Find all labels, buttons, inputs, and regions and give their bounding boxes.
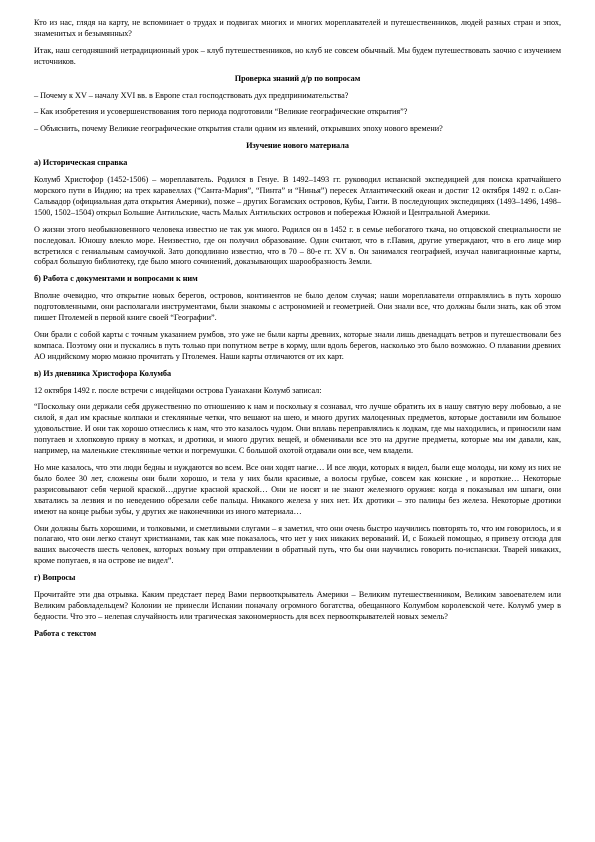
subsection-heading: Работа с текстом <box>34 628 97 638</box>
body-paragraph: Колумб Христофор (1452-1506) – мореплаватель. Родился в Генуе. В 1492–1493 гг. руководил испанской экспедицией для поиска кратчайшего морского пути в Индию; на трех каравеллах (“Санта-Мария”, “Пинта” и “Нинья”) пересек Атлантический океан и достиг 12 октября 1492 г. о.Сан-Сальвадор (официальная дата открытия Америки), позже – других Богамских островов, Кубы, Гаити. В последующих экспедициях (1493–1496, 1498–1500, 1502–1504) открыл Большие Антильские, часть Малых Антильских островов и побережья Южной и Центральной Америки. <box>34 175 561 217</box>
section-heading: Проверка знаний д/р по вопросам <box>234 73 361 83</box>
body-paragraph: 12 октября 1492 г. после встречи с индейцами острова Гуанахани Колумб записал: <box>34 385 322 395</box>
intro-paragraph: Итак, наш сегодняшний нетрадиционный урок – клуб путешественников, но клуб не совсем обычный. Мы будем путешествовать заочно с изучением источников. <box>34 45 561 66</box>
subsection-heading: г) Вопросы <box>34 573 76 583</box>
body-paragraph: Они брали с собой карты с точным указанием румбов, это уже не были карты древних, которые знали лишь двенадцать ветров и путешествовали без компаса. Поэтому они и пускались в путь только при попутном ветре в корму, шли вдоль берегов, насколько это было возможно. О плавании древних АО индийскому морю можно прочитать у Птолемея. Наши карты отличаются от их карт. <box>34 329 561 361</box>
question-item: – Как изобретения и усовершенствования того периода подготовили “Великие географические открытия”? <box>34 107 408 117</box>
body-paragraph: Прочитайте эти два отрывка. Каким предстает перед Вами первооткрыватель Америки – Великим путешественником, Великим завоевателем или Великим рабовладельцем? Колонии не принесли Испании поначалу огромного богатства, обещанного Колумбом королевской чете. Колумб умер в бедности. Что это – нелепая случайность или трагическая закономерность для всех первооткрывателей новых земель? <box>34 590 561 621</box>
subsection-heading: а) Историческая справка <box>34 158 128 168</box>
subsection-heading: б) Работа с документами и вопросами к ним <box>34 274 198 284</box>
question-item: – Почему к XV – началу XVI вв. в Европе стал господствовать дух предпринимательства? <box>34 90 349 100</box>
section-heading: Изучение нового материала <box>246 141 349 151</box>
quote-paragraph: “Поскольку они держали себя дружественно по отношению к нам и поскольку я сознавал, что лучше обратить их в нашу святую веру любовью, а не силой, я дал им красные колпаки и стеклянные четки, что вешают на шею, и много других малоценных предметов, которые доставили им большое удовольствие. И они так хорошо отнеслись к нам, что это казалось чудом. Они вплавь переправлялись к лодкам, где мы находились, и приносили нам попугаев и хлопковую пряжу в мотках, и дротики, и много других вещей, и обменивали все это на другие предметы, которые мы им давали, как, например, на маленькие стеклянные четки и погремушки. С большой охотой отдавали они все, чем владели. <box>34 402 561 456</box>
intro-paragraph: Кто из нас, глядя на карту, не вспоминает о трудах и подвигах многих и многих мореплавателей и путешественников, людей разных стран и эпох, знаменитых и безымянных? <box>34 18 561 38</box>
quote-paragraph: Но мне казалось, что эти люди бедны и нуждаются во всем. Все они ходят нагие… И все люди, которых я видел, были еще молоды, ни кому из них не было более 30 лет, сложены они были хорошо, и тела у них были красивые, а волосы грубые, совсем как конские , и короткие… Некоторые разрисовывают себя черной краской…другие красной краской… Они не носят и не знают железного оружия: когда я показывал им шпаги, они хватались за лезвия и по неведению обрезали себе пальцы. Никакого железа у них нет. Их дротики – это палицы без железа. Некоторые дротики имеют на конце рыбьи зубы, у других же наконечники из иного материала… <box>34 463 561 516</box>
quote-paragraph: Они должны быть хорошими, и толковыми, и сметливыми слугами – я заметил, что они очень быстро научились повторять то, что им говорилось, и я полагаю, что они легко станут христианами, так как мне показалось, что нет у них никаких верований. И, с Божьей помощью, я привезу отсюда для ваших высочеств шесть человек, которых возьму при отправлении в обратный путь, что бы они научились говорить по-испански. Тварей никаких, кроме попугаев, я на острове не видел”. <box>34 523 561 566</box>
body-paragraph: Вполне очевидно, что открытие новых берегов, островов, континентов не было делом случая; наши мореплаватели отправлялись в путь хорошо подготовленными, они располагали инструментами, были знакомы с астрономией и геометрией. Они знали все, что должны были знать, как об этом пишет Птолемей в первой книге своей “Географии”. <box>34 291 561 323</box>
body-paragraph: О жизни этого необыкновенного человека известно не так уж много. Родился он в 1452 г. в семье небогатого ткача, но отцовской специальности не последовал. Юношу влекло море. Неизвестно, где он получил образование. Одни считают, что в г.Павия, другие утверждают, что в его лице мир встретился с гениальным самоучкой. Зато доподлинно известно, что в 70 – 80-е гг. XV в. Он занимался географией, изучал навигационные карты, собрал большую библиотеку, где было много сочинений, доказывающих шарообразность Земли. <box>34 224 561 267</box>
question-item: – Объяснить, почему Великие географические открытия стали одним из явлений, открывших эпоху нового времени? <box>34 124 443 134</box>
subsection-heading: в) Из дневника Христофора Колумба <box>34 368 172 378</box>
